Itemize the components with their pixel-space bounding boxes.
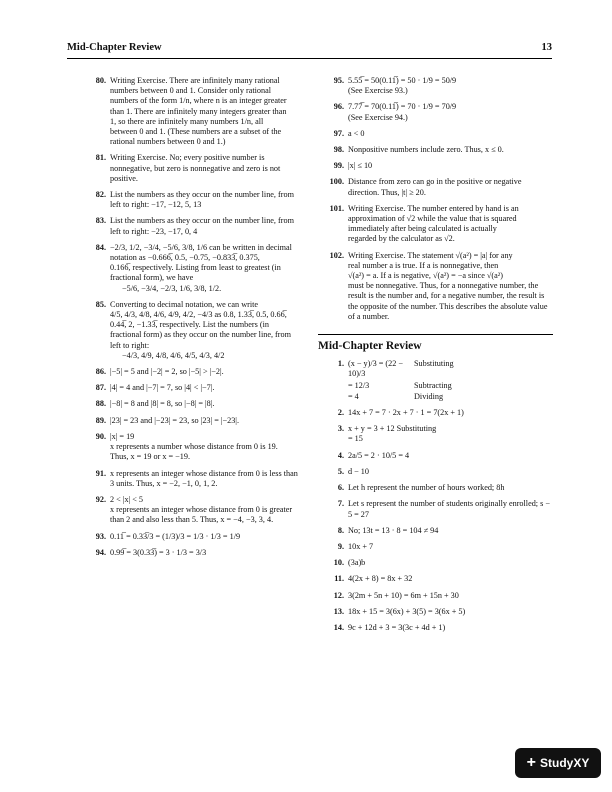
item-line: |−8| = 8 and |8| = 8, so |−8| = |8|. [110,399,215,409]
item-number: 96. [333,102,344,112]
item-line: 1, so there are infinitely many numbers 1/n, all [110,116,264,126]
item-number: 92. [95,494,106,504]
exercise-item [80,216,298,236]
section-title: Mid-Chapter Review [318,334,553,351]
work-expression: = 4 [348,391,359,401]
item-line: x represents a number whose distance from 0 is 19. Thus, x = 19 or x = −19. [110,442,278,462]
page-header [67,42,552,58]
item-number: 90. [95,431,106,441]
right-exercise-list [318,76,553,322]
exercise-item [318,102,553,122]
exercise-item [318,424,553,444]
exercise-item [318,574,553,584]
item-line: 18x + 15 = 3(6x) + 3(5) = 3(6x + 5) [348,606,466,616]
item-number: 89. [95,415,106,425]
item-line: approximation of √2 while the value that is squared immediately after being calculated is actually [348,214,517,234]
exercise-item [80,532,298,542]
exercise-item [80,416,298,426]
item-line: |x| ≤ 10 [348,161,373,171]
item-number: 2. [337,408,344,418]
item-number: 86. [95,367,106,377]
item-line: x represents an integer whose distance from 0 is greater than 2 and also less than 5. Thus, x = −4, −3, 3, 4. [110,505,293,525]
item-number: 85. [95,299,106,309]
item-line: Writing Exercise. No; every positive number is nonnegative, but zero is nonnegative and zero is not positive. [110,153,281,183]
mc-list [318,408,553,633]
exercise-item [318,499,553,519]
exercise-item [80,367,298,377]
item-number: 12. [333,590,344,600]
item-line: Writing Exercise. The number entered by hand is an [348,203,519,213]
item-line: regarded by the calculator as √2. [348,234,455,244]
exercise-item [80,383,298,393]
exercise-item [318,129,553,139]
item-line: x represents an integer whose distance from 0 is less than 3 units. Thus, x = −2, −1, 0, 1, 2. [110,468,298,488]
item-line: −4/3, 4/9, 4/8, 4/6, 4/5, 4/3, 4/2 [122,350,225,360]
item-line: √(a²) = a. If a is negative, √(a²) = −a since √(a²) [348,271,503,281]
item-line: 9c + 12d + 3 = 3(3c + 4d + 1) [348,622,446,632]
item-line: Writing Exercise. There are infinitely many rational numbers between 0 and 1. Consider only rational [110,76,280,96]
item-number: 1. [337,359,344,369]
item-line: |x| = 19 [110,431,135,441]
item-number: 6. [337,483,344,493]
item-line: −5/6, −3/4, −2/3, 1/6, 3/8, 1/2. [122,283,222,293]
item-line: 4/5, 4/3, 4/8, 4/6, 4/9, 4/2, −4/3 as 0.8, 1.33̅, 0.5, 0.66̅, [110,310,287,320]
exercise-item [80,495,298,526]
item-number: 3. [337,424,344,434]
work-note: Substituting [414,359,454,369]
exercise-item [80,153,298,184]
item-line: = 15 [348,434,363,444]
page-number: 13 [541,42,552,53]
item-line: than 1. There are infinitely many integers greater than [110,106,287,116]
item-line: 2a/5 = 2 · 10/5 = 4 [348,450,410,460]
studyxy-logo [515,748,601,778]
item-line: notation as −0.666̅, 0.5, −0.75, −0.833̅, 0.375, [110,253,260,263]
exercise-item [80,76,298,147]
item-number: 102. [329,250,344,260]
item-line: real number a is true. If a is nonnegative, then [348,260,499,270]
item-number: 100. [329,177,344,187]
item-line: Converting to decimal notation, we can write [110,299,259,309]
work-expression: = 12/3 [348,380,370,390]
header-rule [67,58,552,59]
exercise-item [80,432,298,463]
item-number: 97. [333,128,344,138]
work-expression: (x − y)/3 = (22 − 10)/3 [348,359,404,379]
exercise-item [80,190,298,210]
exercise-item [318,161,553,171]
exercise-item [318,607,553,617]
item-line: 0.11̅ = 0.33̅/3 = (1/3)/3 = 1/3 · 1/3 = 1/9 [110,531,241,541]
item-number: 81. [95,153,106,163]
item-number: 87. [95,383,106,393]
item-number: 84. [95,242,106,252]
item-number: 88. [95,399,106,409]
exercise-item [318,526,553,536]
item-line: List the numbers as they occur on the number line, from left to right: −23, −17, 0, 4 [110,216,294,236]
item-line: a < 0 [348,128,365,138]
item-number: 80. [95,76,106,85]
right-column [318,76,553,639]
item-number: 4. [337,450,344,460]
exercise-item [318,145,553,155]
exercise-item [318,251,553,322]
item-line: −2/3, 1/2, −3/4, −5/6, 3/8, 1/6 can be written in decimal [110,242,292,252]
item-line: 3(2m + 5n + 10) = 6m + 15n + 30 [348,590,459,600]
item-number: 91. [95,468,106,478]
work-note: Dividing [414,391,444,401]
item-number: 9. [337,541,344,551]
exercise-item [318,204,553,245]
item-line: (See Exercise 93.) [348,86,408,96]
item-line: between 0 and 1. (These numbers are a subset of the rational numbers between 0 and 1.) [110,127,282,147]
exercise-item [318,623,553,633]
item-number: 95. [333,76,344,85]
item-line: 0.44̅, 2, −1.33̅, respectively. List the numbers (in fractional form) as they occur on the number line, from left to right: [110,320,291,350]
item-number: 11. [334,574,344,584]
mc-item [318,359,553,402]
item-number: 10. [333,558,344,568]
item-line: 14x + 7 = 7 · 2x + 7 · 1 = 7(2x + 1) [348,408,464,418]
item-number: 7. [337,499,344,509]
exercise-item [318,558,553,568]
item-line: 2 < |x| < 5 [110,494,143,504]
item-line: Writing Exercise. The statement √(a²) = |a| for any [348,250,513,260]
item-line: Let h represent the number of hours worked; 8h [348,483,505,493]
item-line: 10x + 7 [348,541,374,551]
left-column [80,76,298,564]
exercise-item [80,469,298,489]
item-number: 82. [95,190,106,200]
item-line: 7.77̅ = 70(0.11̅) = 70 · 1/9 = 70/9 [348,102,457,112]
item-line: 0.166̅, respectively. Listing from least to greatest (in fractional form), we have [110,263,281,283]
plus-icon: + [526,754,536,771]
item-line: No; 13t = 13 · 8 = 104 ≠ 94 [348,525,439,535]
item-line: |−5| = 5 and |−2| = 2, so |−5| > |−2|. [110,367,224,377]
item-line: x + y = 3 + 12 Substituting [348,424,437,434]
item-number: 14. [333,622,344,632]
item-line: List the numbers as they occur on the number line, from left to right: −17, −12, 5, 13 [110,190,294,210]
item-line: (3a)b [348,558,366,568]
exercise-item [318,542,553,552]
header-title: Mid-Chapter Review [67,42,162,53]
item-number: 8. [337,525,344,535]
item-number: 99. [333,161,344,171]
item-line: 5.55̅ = 50(0.11̅) = 50 · 1/9 = 50/9 [348,76,457,85]
item-number: 94. [95,547,106,557]
item-line: (See Exercise 94.) [348,112,408,122]
work-note: Subtracting [414,380,452,390]
exercise-item [318,467,553,477]
exercise-item [318,177,553,197]
exercise-item [80,300,298,361]
item-line: numbers of the form 1/n, where n is an integer greater [110,96,287,106]
item-line: Let s represent the number of students originally enrolled; s − 5 = 27 [348,499,550,519]
exercise-item [318,591,553,601]
item-line: Distance from zero can go in the positive or negative direction. Thus, |t| ≥ 20. [348,177,522,197]
item-line: |23| = 23 and |−23| = 23, so |23| = |−23|. [110,415,239,425]
item-number: 93. [95,531,106,541]
logo-text: StudyXY [540,756,590,770]
exercise-item [318,408,553,418]
item-line: d − 10 [348,466,369,476]
item-number: 13. [333,606,344,616]
item-line: 4(2x + 8) = 8x + 32 [348,574,413,584]
item-number: 101. [329,203,344,213]
item-line: Nonpositive numbers include zero. Thus, x ≤ 0. [348,145,504,155]
item-line: |4| = 4 and |−7| = 7, so |4| < |−7|. [110,383,215,393]
exercise-item [318,483,553,493]
exercise-item [80,243,298,294]
exercise-item [80,399,298,409]
item-number: 98. [333,145,344,155]
exercise-item [318,451,553,461]
exercise-item [318,76,553,96]
item-number: 83. [95,216,106,226]
exercise-item [80,548,298,558]
item-line: must be nonnegative. Thus, for a nonnegative number, the result is the number and, for a negative number, the result is the opposite of the number. This describes the absolute value of a number. [348,281,548,321]
item-number: 5. [337,466,344,476]
item-line: 0.99̅ = 3(0.33̅) = 3 · 1/3 = 3/3 [110,547,207,557]
mc1-work [348,359,553,402]
